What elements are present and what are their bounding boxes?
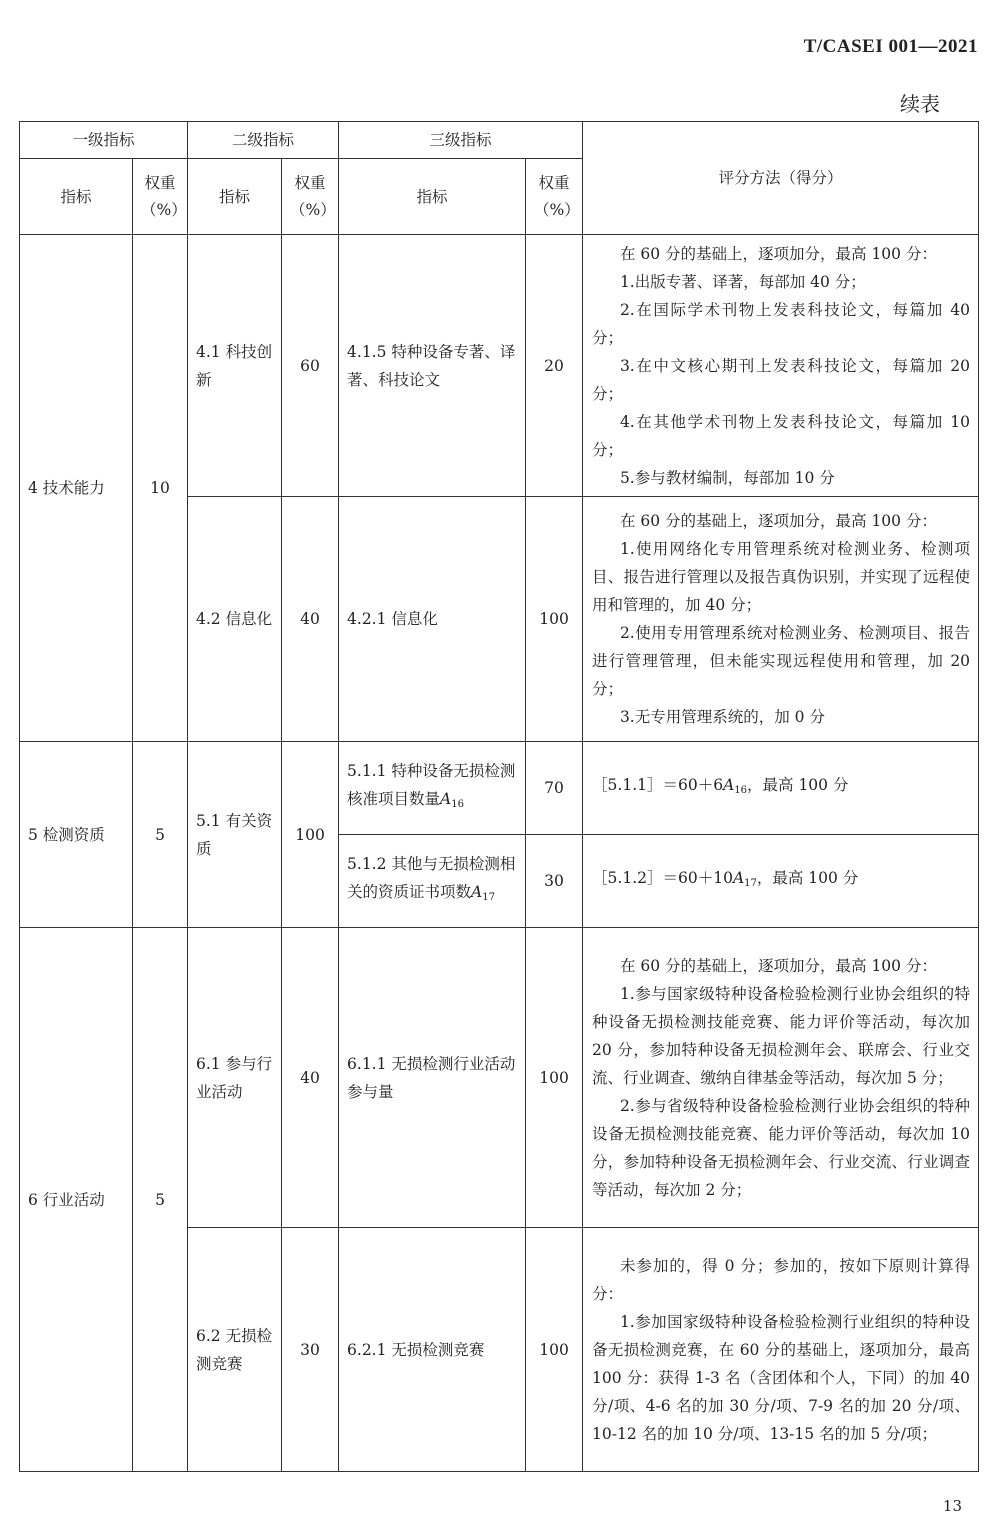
document-code: T/CASEI 001—2021 — [803, 36, 978, 57]
l3-indicator-text: 5.1.1 特种设备无损检测核准项目数量 — [347, 762, 516, 808]
l2-weight-cell: 40 — [282, 497, 339, 742]
l3-indicator-text: 5.1.2 其他与无损检测相关的资质证书项数 — [347, 855, 516, 901]
formula-subscript: 16 — [734, 785, 748, 796]
l2-indicator-cell: 5.1 有关资质 — [188, 742, 282, 928]
l3-weight-cell: 100 — [526, 497, 583, 742]
l1-indicator-cell: 6 行业活动 — [20, 928, 133, 1472]
header-level3: 三级指标 — [339, 122, 583, 159]
l3-indicator-cell: 4.1.5 特种设备专著、译著、科技论文 — [339, 235, 526, 497]
l3-weight-cell: 30 — [526, 835, 583, 928]
l3-weight-cell: 100 — [526, 1228, 583, 1472]
continued-table-label: 续表 — [900, 92, 940, 116]
header-l3-weight: 权重 （%） — [526, 159, 583, 235]
scoring-method-cell — [583, 497, 979, 742]
l3-weight-cell: 20 — [526, 235, 583, 497]
formula-subscript: 17 — [744, 878, 757, 889]
formula-variable: A — [732, 869, 745, 887]
method-line: 在 60 分的基础上，逐项加分，最高 100 分： — [619, 244, 937, 263]
method-line: 3.无专用管理系统的，加 0 分 — [619, 708, 825, 726]
variable-subscript: 16 — [451, 799, 464, 810]
scoring-method-cell — [583, 235, 979, 497]
l3-indicator-cell: 4.2.1 信息化 — [339, 497, 526, 742]
l1-weight-cell: 5 — [133, 742, 188, 928]
l2-weight-cell: 40 — [282, 928, 339, 1228]
l3-indicator-cell: 6.2.1 无损检测竞赛 — [339, 1228, 526, 1472]
l2-indicator-cell: 6.2 无损检测竞赛 — [188, 1228, 282, 1472]
formula-prefix: ［5.1.2］＝60＋10 — [592, 869, 733, 887]
header-l1-weight: 权重 （%） — [133, 159, 188, 235]
method-line: 5.参与教材编制，每部加 10 分 — [619, 468, 835, 487]
header-l3-indicator: 指标 — [339, 159, 526, 235]
l2-indicator-cell: 4.2 信息化 — [188, 497, 282, 742]
formula-suffix: ，最高 100 分 — [747, 776, 849, 794]
method-line: 3.在中文核心期刊上发表科技论文，每篇加 20 分； — [592, 356, 971, 403]
variable-symbol: A — [440, 790, 452, 808]
method-line: 未参加的，得 0 分；参加的，按如下原则计算得分： — [592, 1256, 971, 1303]
header-l2-weight: 权重 （%） — [282, 159, 339, 235]
l3-indicator-cell — [339, 742, 526, 835]
method-line: 2.使用专用管理系统对检测业务、检测项目、报告进行管理管理，但未能实现远程使用和管理，加 20 分； — [592, 624, 971, 698]
table-row — [20, 928, 979, 1228]
scoring-method-cell — [583, 742, 979, 835]
method-line: 在 60 分的基础上，逐项加分，最高 100 分： — [619, 956, 937, 975]
variable-subscript: 17 — [482, 892, 495, 903]
header-l1-indicator: 指标 — [20, 159, 133, 235]
l3-weight-cell: 70 — [526, 742, 583, 835]
method-line: 4.在其他学术刊物上发表科技论文，每篇加 10 分； — [592, 412, 971, 459]
table-row — [20, 235, 979, 497]
header-method: 评分方法（得分） — [583, 122, 979, 235]
l1-weight-cell: 5 — [133, 928, 188, 1472]
method-line: 1.出版专著、译著，每部加 40 分； — [619, 272, 866, 291]
variable-symbol: A — [471, 883, 483, 901]
header-level1: 一级指标 — [20, 122, 188, 159]
l2-indicator-cell: 4.1 科技创新 — [188, 235, 282, 497]
l1-indicator-cell: 5 检测资质 — [20, 742, 133, 928]
header-l2-indicator: 指标 — [188, 159, 282, 235]
method-line: 1.参与国家级特种设备检验检测行业协会组织的特种设备无损检测技能竞赛、能力评价等活动，每次加 20 分，参加特种设备无损检测年会、联席会、行业交流、行业调查、缴纳自律基金等活动，每次加 5 分； — [592, 984, 971, 1087]
formula-prefix: ［5.1.1］＝60＋6 — [592, 776, 724, 794]
l3-weight-cell: 100 — [526, 928, 583, 1228]
l2-weight-cell: 60 — [282, 235, 339, 497]
l3-indicator-cell — [339, 835, 526, 928]
method-line: 在 60 分的基础上，逐项加分，最高 100 分： — [619, 512, 937, 530]
table-row — [20, 742, 979, 835]
scoring-method-cell — [583, 835, 979, 928]
l2-weight-cell: 30 — [282, 1228, 339, 1472]
formula-suffix: ，最高 100 分 — [756, 869, 859, 887]
scoring-method-cell — [583, 1228, 979, 1472]
method-line: 1.使用网络化专用管理系统对检测业务、检测项目、报告进行管理以及报告真伪识别，并实现了远程使用和管理的，加 40 分； — [592, 540, 971, 614]
method-line: 2.参与省级特种设备检验检测行业协会组织的特种设备无损检测技能竞赛、能力评价等活动，每次加 10 分，参加特种设备无损检测年会、行业交流、行业调查等活动，每次加 2 分； — [592, 1096, 971, 1199]
l3-indicator-cell: 6.1.1 无损检测行业活动参与量 — [339, 928, 526, 1228]
formula-variable: A — [723, 776, 735, 794]
method-line: 2.在国际学术刊物上发表科技论文，每篇加 40 分； — [592, 300, 971, 347]
l1-indicator-cell: 4 技术能力 — [20, 235, 133, 742]
l2-indicator-cell: 6.1 参与行业活动 — [188, 928, 282, 1228]
evaluation-table — [19, 121, 979, 1472]
method-line: 1.参加国家级特种设备检验检测行业组织的特种设备无损检测竞赛，在 60 分的基础上，逐项加分，最高 100 分：获得 1-3 名（含团体和个人，下同）的加 40 分/项、4-6 名的加 30 分/项、7-9 名的加 20 分/项、10-12 名的加 10 分/项、13-15 名的加 5 分/项； — [592, 1312, 971, 1443]
l1-weight-cell: 10 — [133, 235, 188, 742]
scoring-method-cell — [583, 928, 979, 1228]
l2-weight-cell: 100 — [282, 742, 339, 928]
page-number: 13 — [942, 1497, 962, 1515]
header-level2: 二级指标 — [188, 122, 339, 159]
